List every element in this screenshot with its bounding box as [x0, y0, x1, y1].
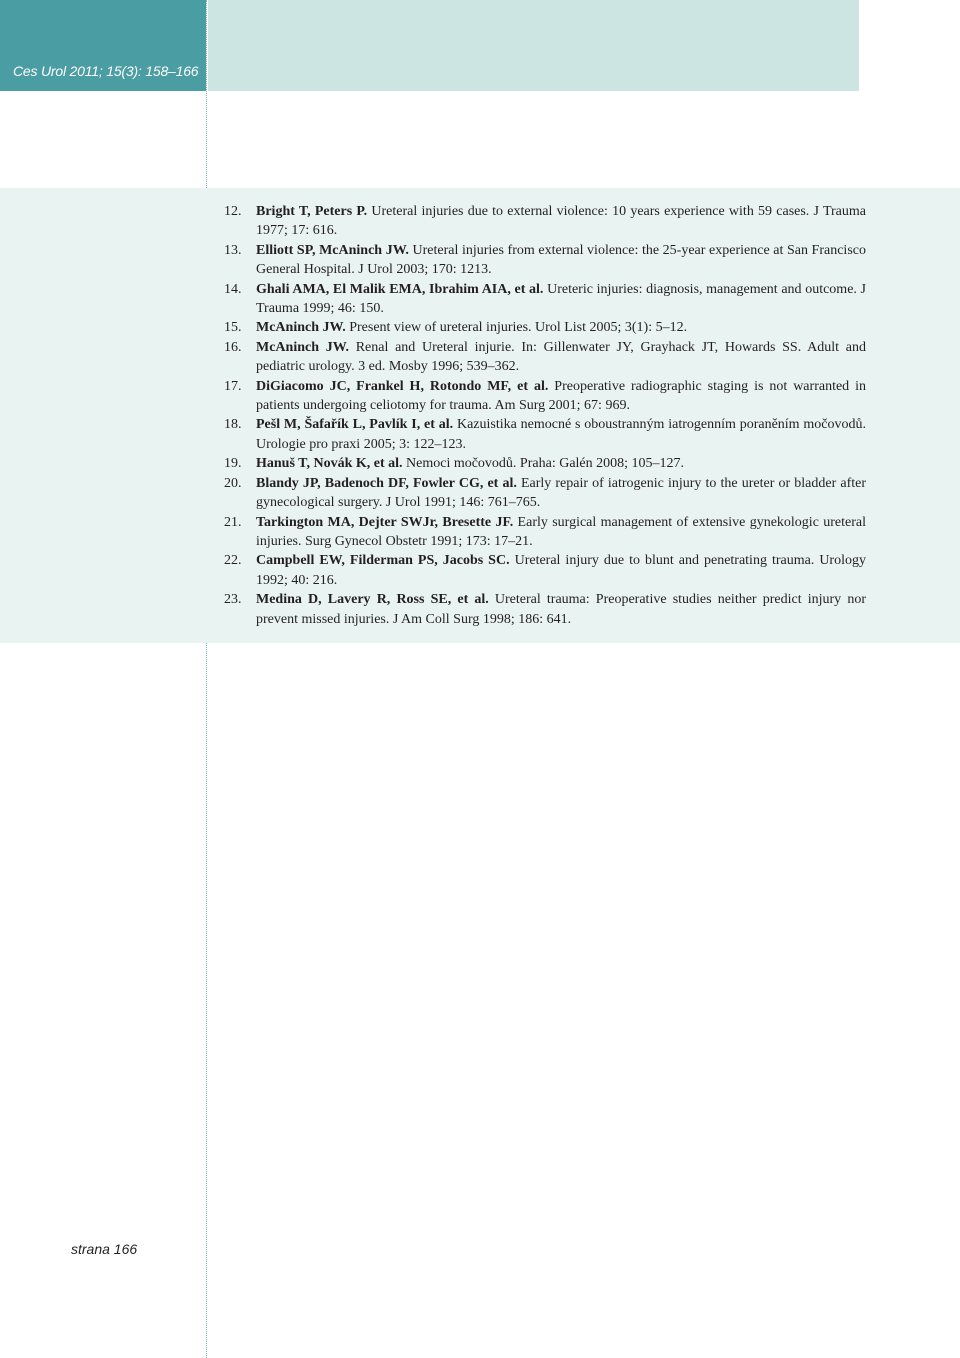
reference-text: [256, 454, 866, 473]
page-number: strana 166: [71, 1241, 138, 1257]
reference-details: Renal and Ureteral injurie. In: Gillenwater JY, Grayhack JT, Howards SS. Adult and pediatric urology. 3 ed. Mosby 1996; 539–362.: [256, 339, 866, 375]
reference-text: [256, 377, 866, 416]
reference-number: 21.: [224, 514, 242, 530]
reference-authors: Campbell EW, Filderman PS, Jacobs SC.: [256, 553, 510, 569]
reference-authors: Pešl M, Šafařík L, Pavlík I, et al.: [256, 417, 454, 433]
reference-number: 14.: [224, 281, 242, 297]
reference-number: 16.: [224, 339, 242, 355]
reference-text: [256, 338, 866, 377]
reference-item: [224, 338, 866, 377]
reference-details: Ureteral injury due to blunt and penetrating trauma. Urology 1992; 40: 216.: [256, 553, 866, 588]
reference-text: [256, 202, 866, 241]
reference-item: [224, 318, 866, 337]
reference-details: Early repair of iatrogenic injury to the ureter or bladder after gynecological surgery. J Urol 1991; 146: 761–765.: [256, 475, 867, 511]
reference-number: 20.: [224, 475, 242, 491]
reference-number: 13.: [224, 242, 242, 258]
reference-text: [256, 241, 866, 280]
reference-number: 12.: [224, 204, 242, 219]
reference-item: [224, 474, 866, 513]
reference-details: Present view of ureteral injuries. Urol List 2005; 3(1): 5–12.: [345, 320, 688, 336]
reference-number: 22.: [224, 553, 242, 569]
reference-authors: Tarkington MA, Dejter SWJr, Bresette JF.: [256, 514, 514, 530]
reference-authors: Blandy JP, Badenoch DF, Fowler CG, et al.: [256, 475, 517, 491]
reference-text: [256, 590, 866, 629]
reference-text: [256, 318, 866, 337]
reference-authors: DiGiacomo JC, Frankel H, Rotondo MF, et al.: [256, 378, 549, 394]
reference-number: 23.: [224, 592, 242, 608]
reference-text: [256, 551, 866, 590]
reference-authors: Ghali AMA, El Malik EMA, Ibrahim AIA, et al.: [256, 281, 544, 297]
reference-text: [256, 280, 866, 319]
reference-authors: Bright T, Peters P.: [256, 204, 368, 219]
reference-item: [224, 513, 866, 552]
reference-authors: Medina D, Lavery R, Ross SE, et al.: [256, 592, 489, 608]
journal-reference: Ces Urol 2011; 15(3): 158–166: [13, 63, 199, 79]
reference-details: Preoperative radiographic staging is not warranted in patients undergoing celiotomy for trauma. Am Surg 2001; 67: 969.: [256, 378, 867, 414]
reference-item: [224, 551, 866, 590]
reference-details: Ureteric injuries: diagnosis, management and outcome. J Trauma 1999; 46: 150.: [256, 281, 867, 317]
reference-authors: McAninch JW.: [256, 320, 346, 336]
reference-number: 18.: [224, 417, 242, 433]
reference-details: Ureteral trauma: Preoperative studies neither predict injury nor prevent missed injuries. J Am Coll Surg 1998; 186: 641.: [256, 592, 866, 627]
reference-item: [224, 241, 866, 280]
reference-list: [224, 202, 866, 629]
reference-number: 19.: [224, 456, 242, 472]
reference-item: [224, 454, 866, 473]
reference-text: [256, 415, 866, 454]
reference-item: [224, 590, 866, 629]
reference-item: [224, 280, 866, 319]
reference-details: Nemoci močovodů. Praha: Galén 2008; 105–127.: [402, 456, 685, 472]
reference-item: [224, 415, 866, 454]
header-band: [208, 0, 859, 91]
reference-authors: Hanuš T, Novák K, et al.: [256, 456, 403, 472]
reference-details: Ureteral injuries from external violence: the 25-year experience at San Francisco General Hospital. J Urol 2003; 170: 1213.: [256, 242, 866, 278]
reference-details: Kazuistika nemocné s oboustranným iatrogenním poraněním močovodů. Urologie pro praxi 2005; 3: 122–123.: [256, 417, 866, 452]
reference-number: 15.: [224, 320, 242, 336]
reference-text: [256, 513, 866, 552]
reference-item: [224, 377, 866, 416]
reference-number: 17.: [224, 378, 242, 394]
reference-authors: Elliott SP, McAninch JW.: [256, 242, 409, 258]
reference-authors: McAninch JW.: [256, 339, 349, 355]
reference-text: [256, 474, 866, 513]
reference-details: Early surgical management of extensive gynekologic ureteral injuries. Surg Gynecol Obstetr 1991; 173: 17–21.: [256, 514, 866, 549]
reference-details: Ureteral injuries due to external violence: 10 years experience with 59 cases. J Trauma 1977; 17: 616.: [256, 204, 866, 239]
reference-item: [224, 202, 866, 241]
